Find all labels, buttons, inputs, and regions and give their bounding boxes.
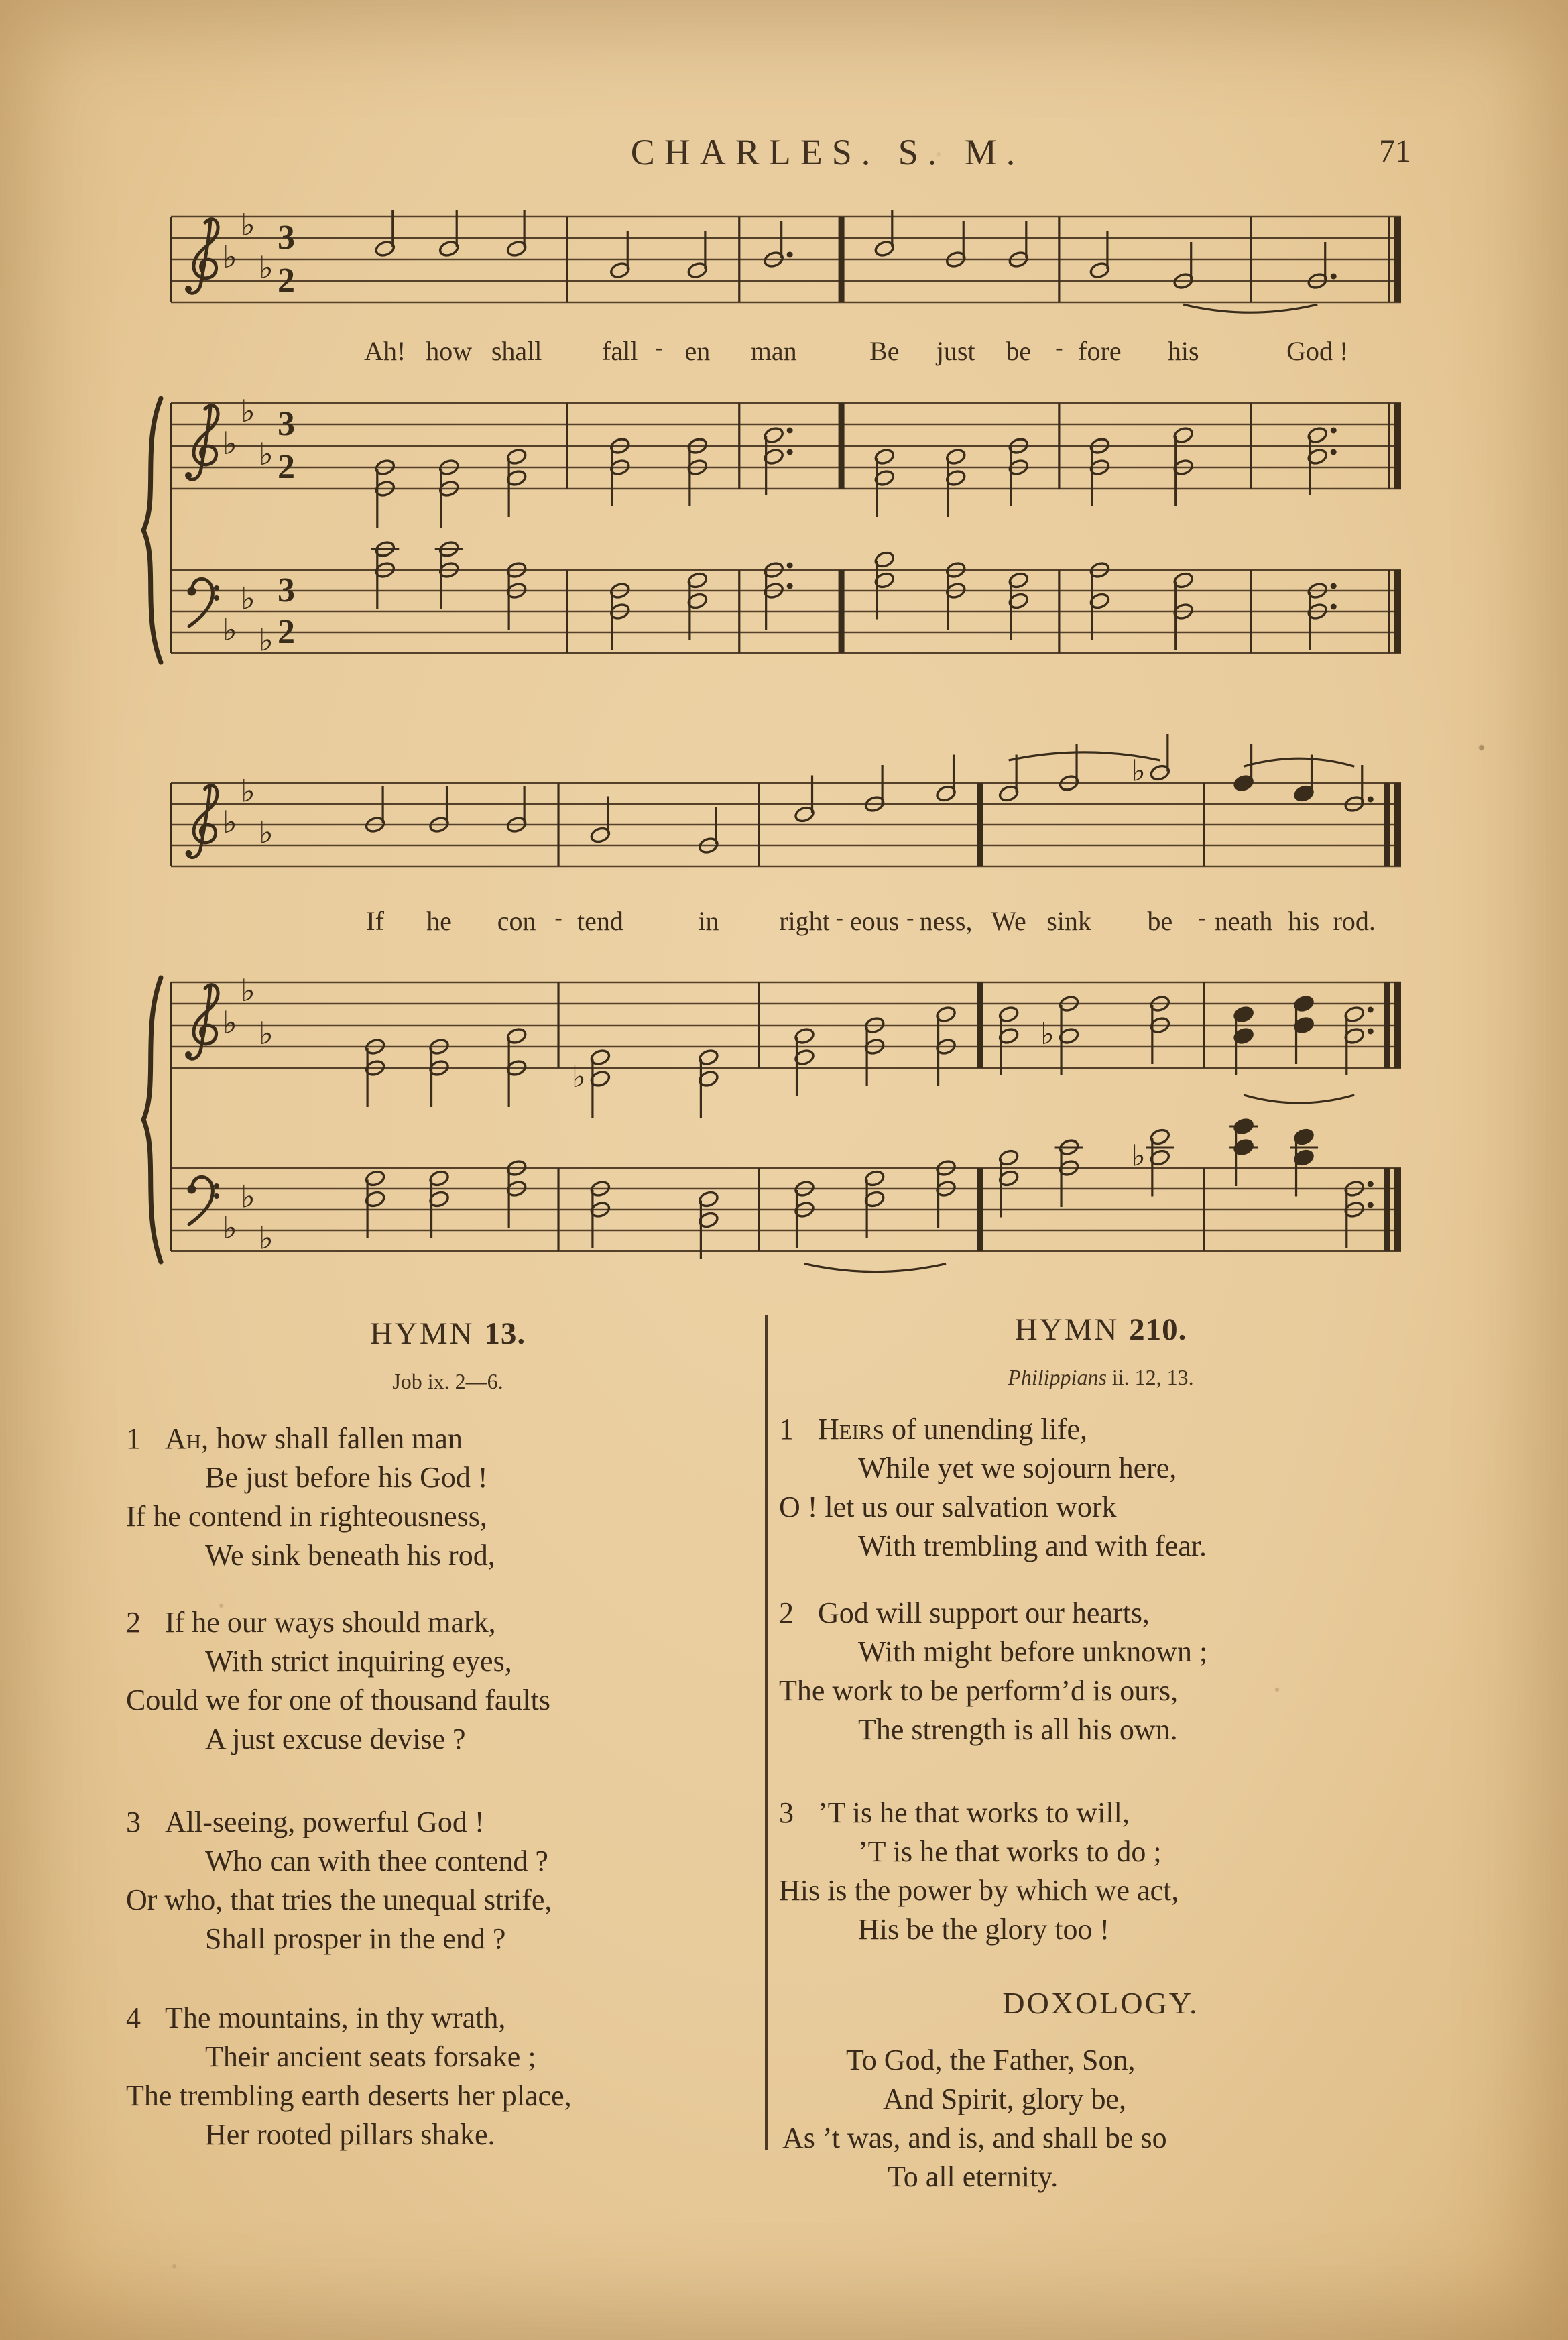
svg-text:2: 2 <box>278 613 295 651</box>
note <box>873 210 895 258</box>
note <box>698 807 719 855</box>
lyric-syllable: his <box>1288 906 1320 936</box>
staff-treble <box>171 734 1401 867</box>
treble-clef-icon <box>185 985 218 1059</box>
music-system-1 <box>171 207 1401 658</box>
note <box>1172 242 1194 290</box>
bass-clef-icon <box>188 1177 220 1224</box>
lyric-syllable: right <box>779 906 830 936</box>
note <box>506 210 528 258</box>
hymn-13-scripture-ref: Job ix. 2—6. <box>392 1369 503 1393</box>
svg-text:2: 2 <box>278 261 295 300</box>
system-brace-icon <box>143 978 161 1262</box>
note <box>1132 734 1170 788</box>
hymn-210-section <box>779 1311 1423 2197</box>
flat-sign-icon: ♭ <box>223 239 237 275</box>
slur <box>1183 304 1317 312</box>
note <box>998 1149 1020 1218</box>
verse-line: The strength is all his own. <box>858 1713 1178 1746</box>
note <box>873 447 895 517</box>
note <box>1343 765 1373 813</box>
doxology-verse <box>779 2041 1423 2197</box>
note <box>1290 1128 1318 1197</box>
note <box>1307 581 1336 650</box>
note <box>1089 561 1110 640</box>
verse-line: 2 If he our ways should mark, <box>126 1606 496 1639</box>
staff-treble <box>171 972 1401 1118</box>
note <box>935 1159 957 1228</box>
lyric-syllable: neath <box>1214 906 1273 936</box>
note <box>1307 426 1336 495</box>
note <box>438 458 460 528</box>
verse-line: We sink beneath his rod, <box>205 1539 495 1572</box>
note <box>686 571 708 640</box>
note <box>374 458 396 528</box>
lyric-syllable: be <box>1006 336 1032 366</box>
lyric-syllable: - <box>1198 905 1206 930</box>
lyric-syllable: tend <box>577 906 623 936</box>
note <box>506 1159 528 1228</box>
note <box>1172 571 1194 650</box>
hymn-13-verses <box>126 1419 770 2154</box>
note <box>1089 436 1110 506</box>
hymn-13-section <box>126 1315 770 2154</box>
verse-line: 4 The mountains, in thy wrath, <box>126 2001 506 2034</box>
lyric-syllable: his <box>1167 336 1199 366</box>
treble-clef-icon <box>185 219 218 294</box>
verse-2 <box>779 1594 1423 1749</box>
verse-1 <box>779 1410 1423 1566</box>
note <box>1172 426 1194 506</box>
lyric-syllable: Be <box>869 336 900 366</box>
verse-line: The trembling earth deserts her place, <box>126 2079 572 2112</box>
note <box>1149 994 1170 1064</box>
verse-line: 1 Heirs of unending life, <box>779 1413 1087 1446</box>
note <box>945 221 967 269</box>
note <box>365 1037 386 1107</box>
verse-line: Who can with thee contend ? <box>205 1845 548 1877</box>
note <box>794 1027 815 1096</box>
verse-line: Their ancient seats forsake ; <box>205 2040 536 2073</box>
hymn-210-scripture-ref: Philippians ii. 12, 13. <box>1008 1365 1194 1389</box>
doxology-line: As ’t was, and is, and shall be so <box>782 2121 1167 2154</box>
verse-line: 1 Ah, how shall fallen man <box>126 1422 463 1455</box>
note <box>1008 571 1029 640</box>
lyric-syllable: - <box>835 905 843 930</box>
lyric-syllable: God ! <box>1286 336 1349 366</box>
note <box>365 786 386 834</box>
note <box>609 436 631 506</box>
flat-sign-icon: ♭ <box>259 249 274 286</box>
lyric-syllable: fall <box>602 336 638 366</box>
flat-sign-icon: ♭ <box>259 1015 274 1051</box>
note <box>1343 1005 1373 1075</box>
note <box>589 797 611 845</box>
note <box>698 1048 719 1118</box>
note <box>1233 1005 1254 1075</box>
flat-sign-icon: ♭ <box>223 804 237 840</box>
lyric-syllable: - <box>554 905 562 930</box>
svg-text:3: 3 <box>278 219 295 257</box>
verse-line: His is the power by which we act, <box>779 1874 1179 1907</box>
system-brace-icon <box>143 398 161 662</box>
note <box>1055 1138 1083 1207</box>
bass-clef-icon <box>188 579 220 626</box>
lyric-syllable: eous <box>849 906 900 936</box>
note <box>1008 221 1029 269</box>
note <box>438 210 460 258</box>
lyric-syllable: - <box>1055 335 1063 360</box>
lyric-syllable: fore <box>1078 336 1122 366</box>
note <box>365 1169 386 1238</box>
flat-sign-icon: ♭ <box>572 1060 586 1094</box>
lyric-syllable: con <box>497 906 536 936</box>
note <box>794 1179 815 1248</box>
note <box>1059 744 1080 793</box>
note <box>506 561 528 630</box>
note <box>864 1169 886 1238</box>
verse-line: His be the glory too ! <box>858 1913 1110 1946</box>
verse-line: A just excuse devise ? <box>205 1722 466 1755</box>
verse-line: 3 All-seeing, powerful God ! <box>126 1806 485 1838</box>
hymn-13-title: HYMN 13. <box>369 1316 526 1351</box>
flat-sign-icon: ♭ <box>223 1004 237 1041</box>
note <box>1343 1179 1373 1248</box>
note <box>428 1037 450 1107</box>
note <box>1132 1128 1174 1197</box>
note <box>1307 242 1336 290</box>
flat-sign-icon: ♭ <box>241 1178 255 1215</box>
lyric-syllable: - <box>906 905 914 930</box>
flat-sign-icon: ♭ <box>241 972 255 1008</box>
note <box>763 561 792 630</box>
note <box>1040 994 1079 1075</box>
flat-sign-icon: ♭ <box>1040 1017 1054 1051</box>
staff-bass <box>171 1117 1401 1271</box>
flat-sign-icon: ♭ <box>259 622 274 658</box>
treble-clef-icon <box>185 406 218 480</box>
verse-line: Or who, that tries the unequal strife, <box>126 1883 552 1916</box>
flat-sign-icon: ♭ <box>241 393 255 429</box>
flat-sign-icon: ♭ <box>259 1220 274 1256</box>
flat-sign-icon: ♭ <box>241 207 255 243</box>
verse-line: With strict inquiring eyes, <box>205 1645 512 1678</box>
note <box>506 447 528 517</box>
staff-treble <box>171 393 1401 528</box>
flat-sign-icon: ♭ <box>1131 754 1146 788</box>
lyric-syllable: Ah! <box>364 336 406 366</box>
note <box>1233 744 1254 793</box>
lyric-syllable: in <box>698 906 719 936</box>
flat-sign-icon: ♭ <box>259 436 274 472</box>
verse-line: If he contend in righteousness, <box>126 1500 487 1533</box>
flat-sign-icon: ♭ <box>223 1210 237 1246</box>
lyric-syllable: just <box>936 336 975 366</box>
staff-bass <box>171 540 1401 658</box>
staff-treble <box>171 207 1401 312</box>
note <box>609 581 631 650</box>
slur <box>1009 752 1160 760</box>
note <box>935 755 957 803</box>
lyric-syllable: he <box>426 906 452 936</box>
verse-3 <box>126 1803 770 1958</box>
note <box>589 1179 611 1248</box>
verse-1 <box>126 1419 770 1575</box>
verse-line: Be just before his God ! <box>205 1461 488 1494</box>
flat-sign-icon: ♭ <box>241 772 255 809</box>
lyric-syllable: how <box>426 336 473 366</box>
doxology-title: DOXOLOGY. <box>1002 1986 1199 2020</box>
lyric-syllable: be <box>1147 906 1173 936</box>
svg-text:3: 3 <box>278 571 295 609</box>
note <box>935 1005 957 1086</box>
note <box>998 1005 1020 1075</box>
note <box>1293 755 1315 803</box>
note <box>686 231 708 280</box>
note <box>945 447 967 517</box>
note <box>794 776 815 824</box>
hymn-210-title: HYMN 210. <box>1014 1312 1187 1347</box>
note <box>998 755 1020 803</box>
note <box>763 221 792 269</box>
slur <box>1244 758 1354 766</box>
flat-sign-icon: ♭ <box>241 580 255 617</box>
lyric-syllable: rod. <box>1333 906 1376 936</box>
lyric-syllable: If <box>366 906 384 936</box>
verse-line: Shall prosper in the end ? <box>205 1922 506 1955</box>
note <box>763 426 792 495</box>
page-number: 71 <box>1379 133 1411 169</box>
note <box>572 1048 611 1118</box>
verse-line: The work to be perform’d is ours, <box>779 1674 1179 1707</box>
verse-3 <box>779 1794 1423 1949</box>
flat-sign-icon: ♭ <box>259 814 274 851</box>
note <box>686 436 708 506</box>
note <box>428 786 450 834</box>
treble-clef-icon <box>186 786 218 858</box>
note <box>428 1169 450 1238</box>
note <box>864 1016 886 1086</box>
lyric-syllable: ness, <box>919 906 973 936</box>
note <box>435 540 463 609</box>
verse-line: While yet we sojourn here, <box>858 1452 1177 1484</box>
hymn-210-verses <box>779 1410 1423 1949</box>
lyric-syllable: man <box>750 336 797 366</box>
slur <box>1244 1095 1354 1103</box>
verse-line: With trembling and with fear. <box>858 1529 1207 1562</box>
music-system-2 <box>171 734 1401 1272</box>
flat-sign-icon: ♭ <box>223 425 237 461</box>
lyric-syllable: We <box>991 906 1026 936</box>
note <box>945 561 967 630</box>
verse-line: O ! let us our salvation work <box>779 1490 1117 1523</box>
note <box>506 1027 528 1107</box>
verse-line: ’T is he that works to do ; <box>858 1835 1162 1868</box>
verse-line: Could we for one of thousand faults <box>126 1684 550 1716</box>
lyric-syllable: - <box>654 335 663 360</box>
note <box>1089 231 1110 280</box>
svg-text:2: 2 <box>278 448 295 486</box>
doxology-line: To all eternity. <box>888 2160 1059 2193</box>
note <box>609 231 631 280</box>
verse-line: With might before unknown ; <box>858 1635 1208 1668</box>
note <box>1229 1117 1258 1186</box>
lyric-syllable: shall <box>491 336 542 366</box>
note <box>873 550 895 620</box>
flat-sign-icon: ♭ <box>1131 1138 1146 1173</box>
verse-line: 3 ’T is he that works to will, <box>779 1796 1130 1829</box>
svg-text:3: 3 <box>278 405 295 443</box>
verse-2 <box>126 1603 770 1759</box>
note <box>374 210 396 258</box>
note <box>1008 436 1029 506</box>
lyric-syllable: en <box>684 336 711 366</box>
doxology-line: To God, the Father, Son, <box>846 2044 1136 2076</box>
note <box>506 786 528 834</box>
slur <box>804 1264 946 1272</box>
note <box>371 540 399 609</box>
doxology-line: And Spirit, glory be, <box>883 2083 1126 2115</box>
lyric-syllable: sink <box>1046 906 1091 936</box>
tune-title: CHARLES. S. M. <box>630 132 1025 172</box>
flat-sign-icon: ♭ <box>223 611 237 648</box>
note <box>698 1190 719 1259</box>
verse-line: Her rooted pillars shake. <box>205 2118 495 2151</box>
verse-line: 2 God will support our hearts, <box>779 1596 1150 1629</box>
verse-4 <box>126 1999 770 2154</box>
note <box>1293 994 1315 1064</box>
note <box>864 765 886 813</box>
